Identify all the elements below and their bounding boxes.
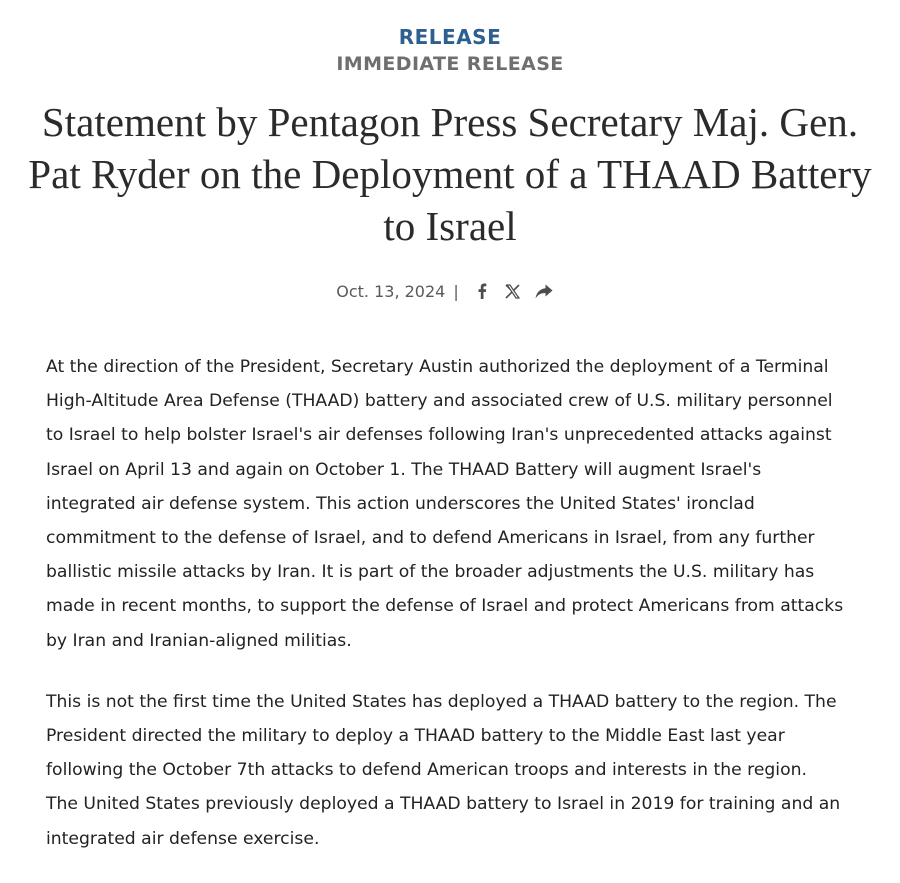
paragraph-line: ballistic missile attacks by Iran. It is part of the broader adjustments the U.S. military has [46, 562, 815, 583]
page-title [0, 96, 900, 252]
paragraph-line: commitment to the defense of Israel, and to defend Americans in Israel, from any further [46, 528, 815, 549]
title-line: to Israel [383, 203, 517, 249]
publish-date: Oct. 13, 2024 [336, 281, 446, 301]
paragraph-line: integrated air defense exercise. [46, 828, 320, 849]
paragraph-line: The United States previously deployed a THAAD battery to Israel in 2019 for training and an [46, 794, 841, 815]
paragraph-line: Israel on April 13 and again on October 1. The THAAD Battery will augment Israel's [46, 459, 762, 480]
share-icon[interactable] [533, 280, 555, 302]
body-paragraph [46, 685, 866, 856]
body-paragraph [46, 350, 866, 658]
paragraph-line: This is not the first time the United States has deployed a THAAD battery to the region. The [46, 691, 837, 712]
facebook-icon[interactable] [471, 280, 493, 302]
article-meta [0, 280, 900, 302]
title-line: Statement by Pentagon Press Secretary Maj. Gen. [41, 99, 859, 145]
x-icon[interactable] [502, 280, 524, 302]
release-category-link[interactable]: RELEASE [398, 25, 502, 49]
paragraph-line: High-Altitude Area Defense (THAAD) battery and associated crew of U.S. military personnel [46, 391, 833, 412]
paragraph-line: made in recent months, to support the defense of Israel and protect Americans from attacks [46, 596, 844, 617]
release-subcategory: IMMEDIATE RELEASE [336, 53, 564, 75]
paragraph-line: by Iran and Iranian-aligned militias. [46, 630, 352, 651]
article-body [46, 350, 866, 883]
title-line: Pat Ryder on the Deployment of a THAAD Battery [28, 151, 872, 197]
paragraph-line: At the direction of the President, Secretary Austin authorized the deployment of a Terminal [46, 357, 829, 377]
paragraph-line: to Israel to help bolster Israel's air defenses following Iran's unprecedented attacks against [46, 425, 832, 446]
paragraph-line: President directed the military to deploy a THAAD battery to the Middle East last year [46, 726, 785, 747]
paragraph-line: following the October 7th attacks to defend American troops and interests in the region. [46, 760, 807, 781]
paragraph-line: integrated air defense system. This action underscores the United States' ironclad [46, 493, 755, 514]
meta-separator: | [453, 281, 459, 301]
